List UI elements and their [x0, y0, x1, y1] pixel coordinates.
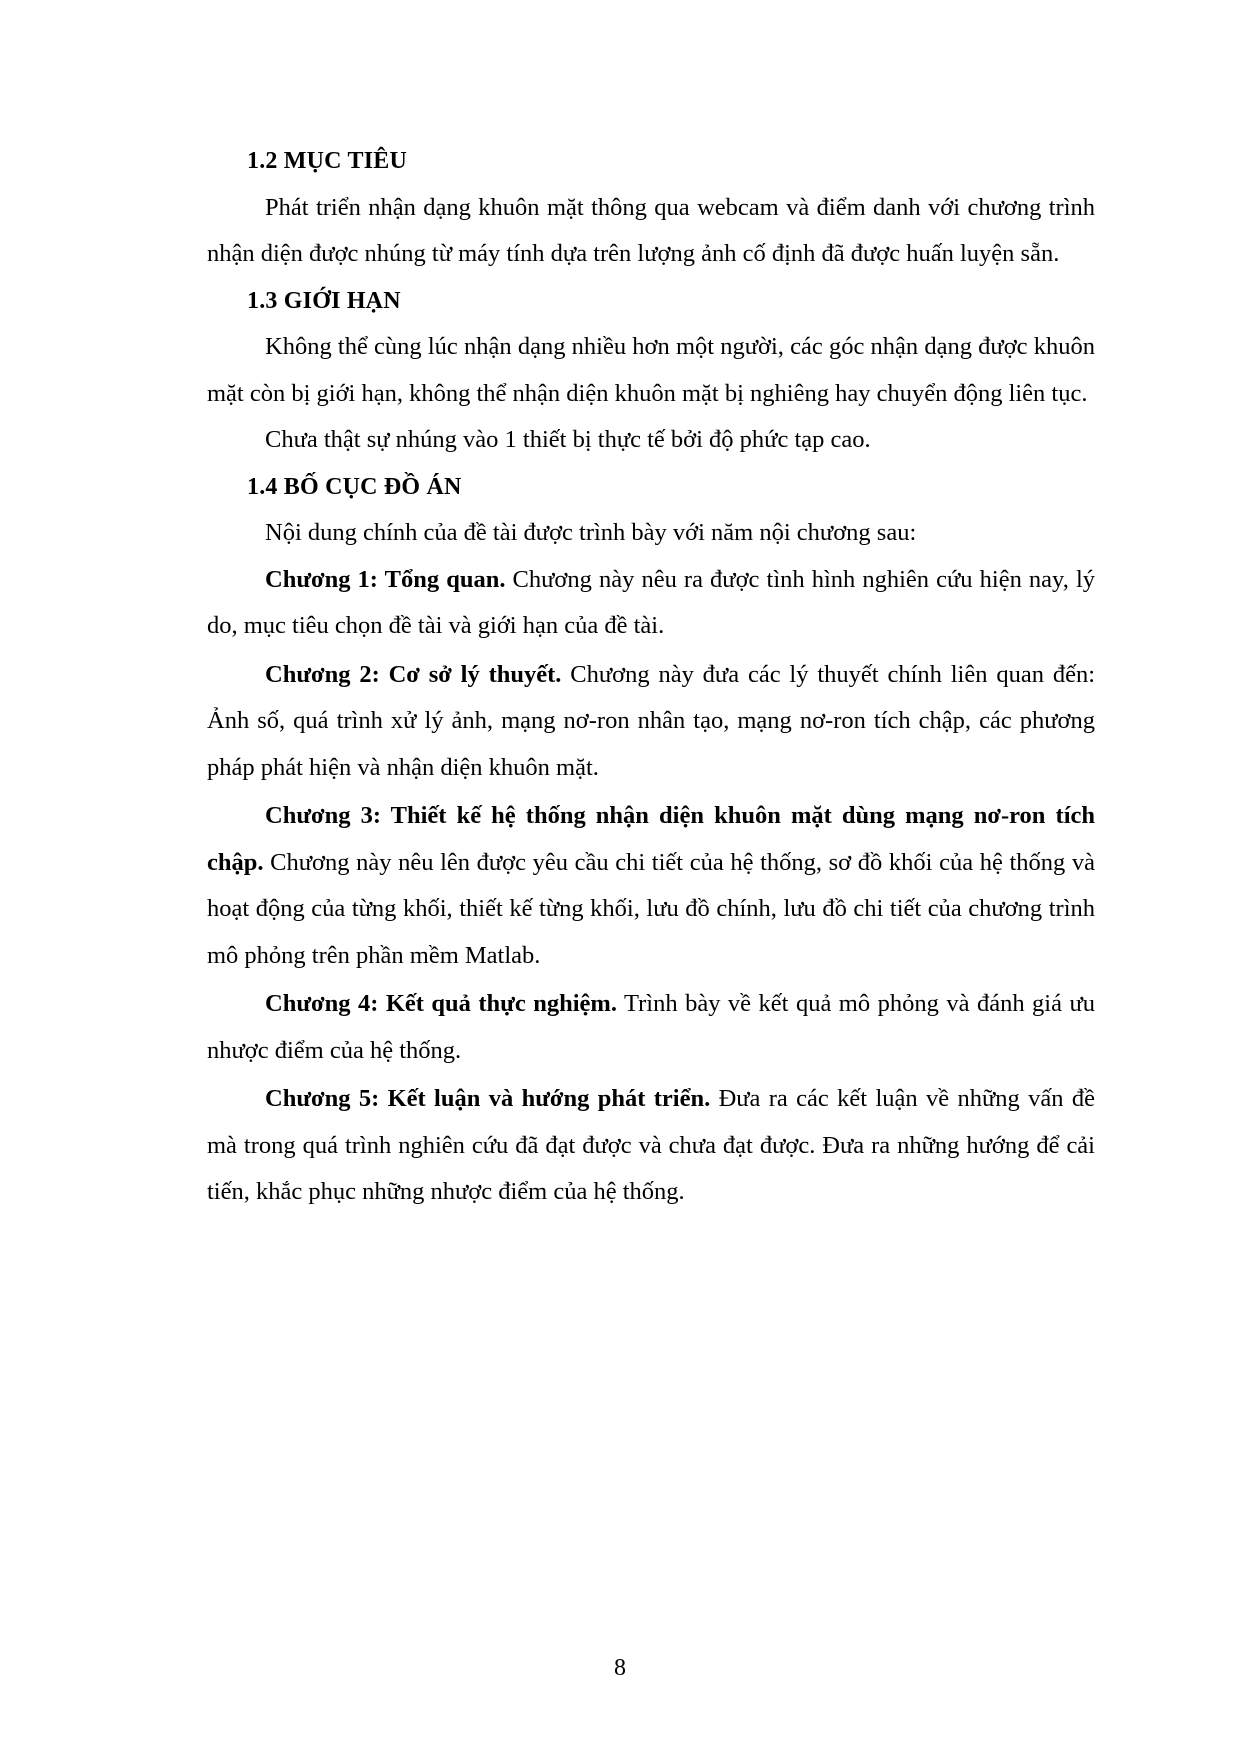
page-number: 8 [614, 1655, 626, 1681]
layout-intro-paragraph: Nội dung chính của đề tài được trình bày với năm nội chương sau: [265, 519, 917, 546]
chapter-5-label: Chương 5: Kết luận và hướng phát triển. [265, 1085, 711, 1112]
chapter-3-paragraph [207, 793, 1095, 979]
chapter-1-text: Chương này nêu ra được tình hình nghiên cứu hiện nay, lý do, mục tiêu chọn đề tài và giới hạn của đề tài. [207, 565, 1095, 639]
section-heading-1-4: 1.4 BỐ CỤC ĐỒ ÁN [247, 473, 462, 500]
chapter-2-text: Chương này đưa các lý thuyết chính liên quan đến: Ảnh số, quá trình xử lý ảnh, mạng nơ-ron nhân tạo, mạng nơ-ron tích chập, các phương pháp phát hiện và nhận diện khuôn mặt. [207, 660, 1095, 781]
page-content [207, 138, 1095, 1216]
chapter-1-label: Chương 1: Tổng quan. [265, 565, 506, 593]
chapter-5-paragraph [207, 1076, 1095, 1216]
chapter-3-text: Chương này nêu lên được yêu cầu chi tiết của hệ thống, sơ đồ khối của hệ thống và hoạt động của từng khối, thiết kế từng khối, lưu đồ chính, lưu đồ chi tiết của chương trình mô phỏng trên phần mềm Matlab. [207, 848, 1095, 969]
limitation-paragraph-2: Chưa thật sự nhúng vào 1 thiết bị thực tế bởi độ phức tạp cao. [265, 426, 871, 453]
chapter-2-label: Chương 2: Cơ sở lý thuyết. [265, 660, 562, 688]
limitation-paragraph-1: Không thể cùng lúc nhận dạng nhiều hơn một người, các góc nhận dạng được khuôn mặt còn bị giới hạn, không thể nhận diện khuôn mặt bị nghiêng hay chuyển động liên tục. [207, 333, 1095, 407]
chapter-2-paragraph [207, 652, 1095, 792]
section-heading-1-2: 1.2 MỤC TIÊU [247, 148, 407, 174]
objective-paragraph: Phát triển nhận dạng khuôn mặt thông qua webcam và điểm danh với chương trình nhận diện được nhúng từ máy tính dựa trên lượng ảnh cố định đã được huấn luyện sẵn. [207, 193, 1095, 267]
chapter-4-label: Chương 4: Kết quả thực nghiệm. [265, 990, 617, 1017]
chapter-4-text: Trình bày về kết quả mô phỏng và đánh giá ưu nhược điểm của hệ thống. [207, 990, 1095, 1064]
chapter-4-paragraph [207, 981, 1095, 1074]
chapter-5-text: Đưa ra các kết luận về những vấn đề mà trong quá trình nghiên cứu đã đạt được và chưa đạt được. Đưa ra những hướng để cải tiến, khắc phục những nhược điểm của hệ thống. [207, 1085, 1095, 1205]
section-heading-1-3: 1.3 GIỚI HẠN [247, 287, 401, 314]
chapter-1-paragraph [207, 557, 1095, 650]
chapter-3-label: Chương 3: Thiết kế hệ thống nhận diện khuôn mặt dùng mạng nơ-ron tích chập. [207, 802, 1095, 876]
